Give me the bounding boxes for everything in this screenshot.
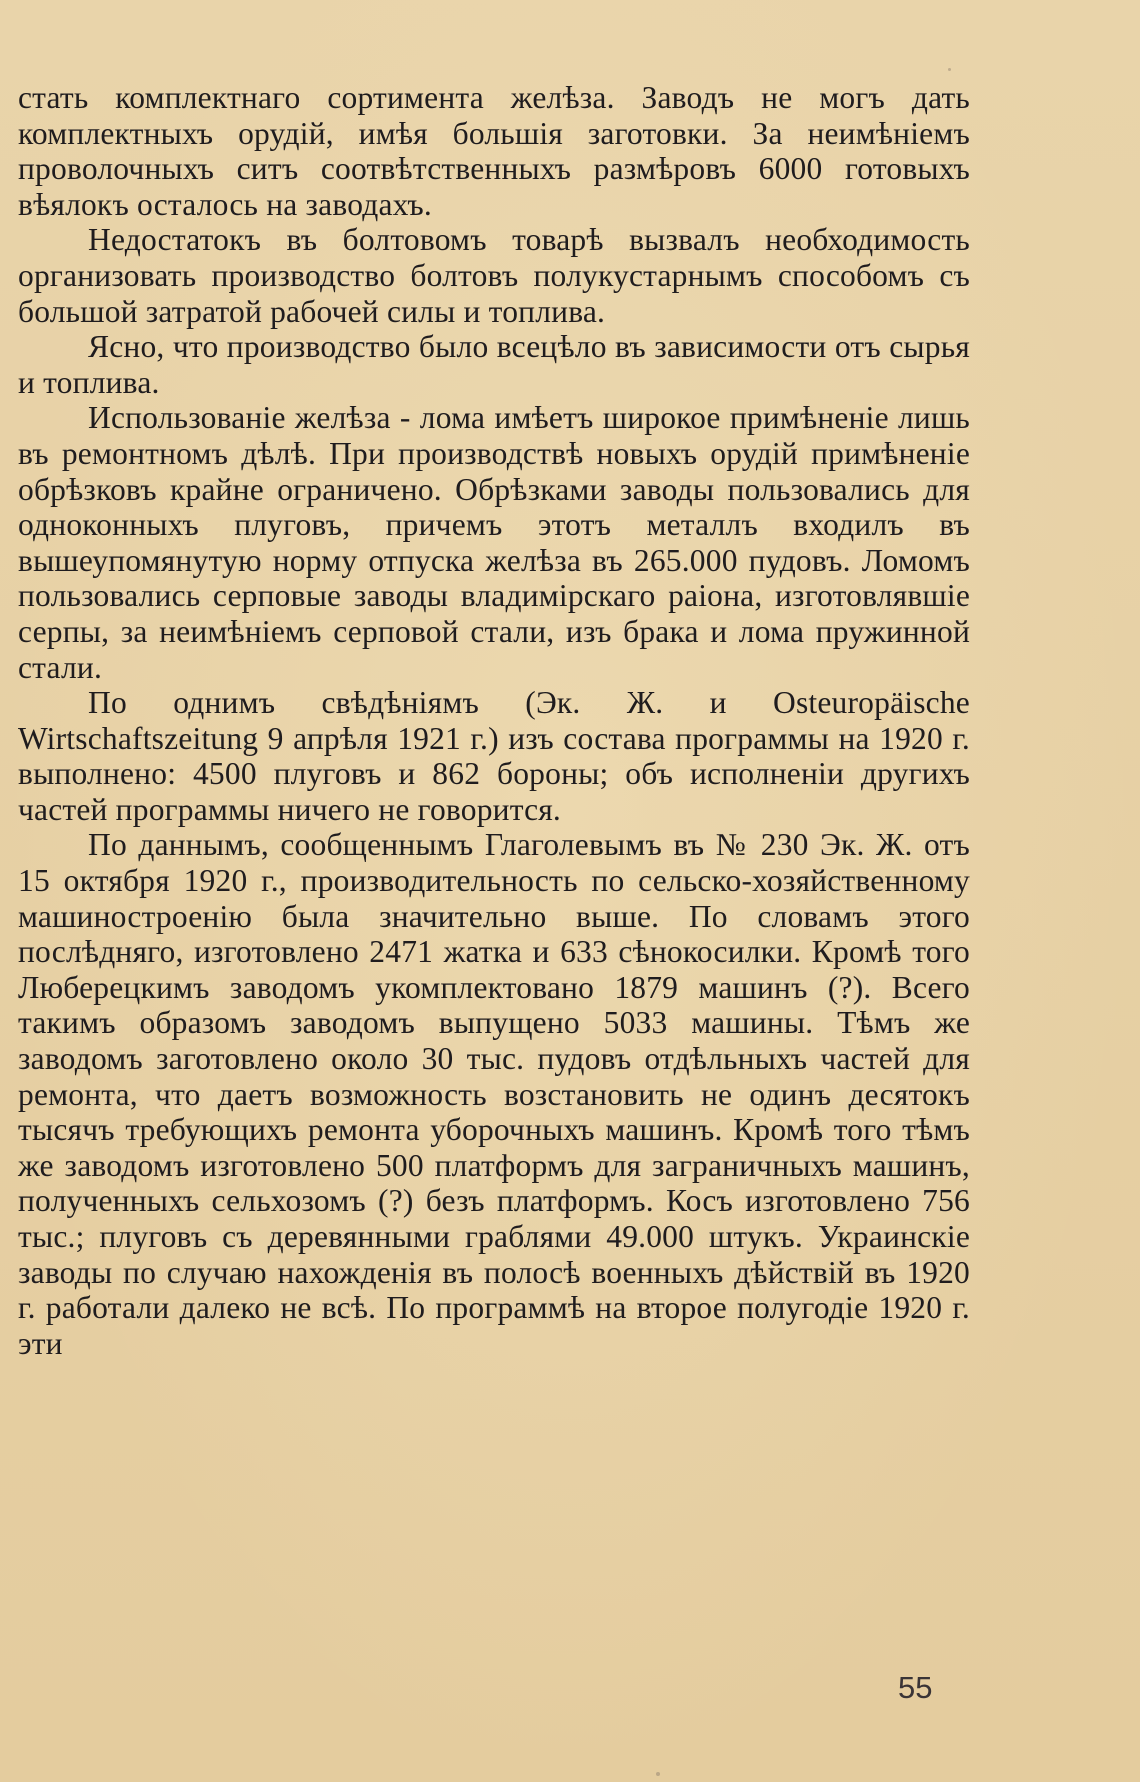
paragraph: По однимъ свѣдѣніямъ (Эк. Ж. и Osteuropäische Wirtschaftszeitung 9 апрѣля 1921 г.) изъ состава программы на 1920 г. выполнено: 4500 плуговъ и 862 бороны; объ исполненіи другихъ частей программы ничего не говорится. (18, 685, 970, 827)
paper-speck (948, 68, 951, 71)
paper-speck (656, 1772, 660, 1776)
paragraph: Ясно, что производство было всецѣло въ зависимости отъ сырья и топлива. (18, 329, 970, 400)
body-text (18, 80, 970, 1361)
paragraph: Недостатокъ въ болтовомъ товарѣ вызвалъ необходимость организовать производство болтовъ полукустарнымъ способомъ съ большой затратой рабочей силы и топлива. (18, 222, 970, 329)
paragraph: Использованіе желѣза - лома имѣетъ широкое примѣненіе лишь въ ремонтномъ дѣлѣ. При производствѣ новыхъ орудій примѣненіе обрѣзковъ крайне ограничено. Обрѣзками заводы пользовались для одноконныхъ плуговъ, причемъ этотъ металлъ входилъ въ вышеупомянутую норму отпуска желѣза въ 265.000 пудовъ. Ломомъ пользовались серповые заводы владимірскаго раіона, изготовлявшіе серпы, за неимѣніемъ серповой стали, изъ брака и лома пружинной стали. (18, 400, 970, 685)
page (18, 80, 970, 1730)
page-number: 55 (898, 1670, 933, 1705)
paragraph: стать комплектнаго сортимента желѣза. Заводъ не могъ дать комплектныхъ орудій, имѣя большія заготовки. За неимѣніемъ проволочныхъ ситъ соотвѣтственныхъ размѣровъ 6000 готовыхъ вѣялокъ осталось на заводахъ. (18, 80, 970, 222)
paragraph: По даннымъ, сообщеннымъ Глаголевымъ въ № 230 Эк. Ж. отъ 15 октября 1920 г., производительность по сельско-хозяйственному машиностроенію была значительно выше. По словамъ этого послѣдняго, изготовлено 2471 жатка и 633 сѣнокосилки. Кромѣ того Люберецкимъ заводомъ укомплектовано 1879 машинъ (?). Всего такимъ образомъ заводомъ выпущено 5033 машины. Тѣмъ же заводомъ заготовлено около 30 тыс. пудовъ отдѣльныхъ частей для ремонта, что даетъ возможность возстановить не одинъ десятокъ тысячъ требующихъ ремонта уборочныхъ машинъ. Кромѣ того тѣмъ же заводомъ изготовлено 500 платформъ для заграничныхъ машинъ, полученныхъ сельхозомъ (?) безъ платформъ. Косъ изготовлено 756 тыс.; плуговъ съ деревянными граблями 49.000 штукъ. Украинскіе заводы по случаю нахожденія въ полосѣ военныхъ дѣйствій въ 1920 г. работали далеко не всѣ. По программѣ на второе полугодіе 1920 г. эти (18, 827, 970, 1361)
